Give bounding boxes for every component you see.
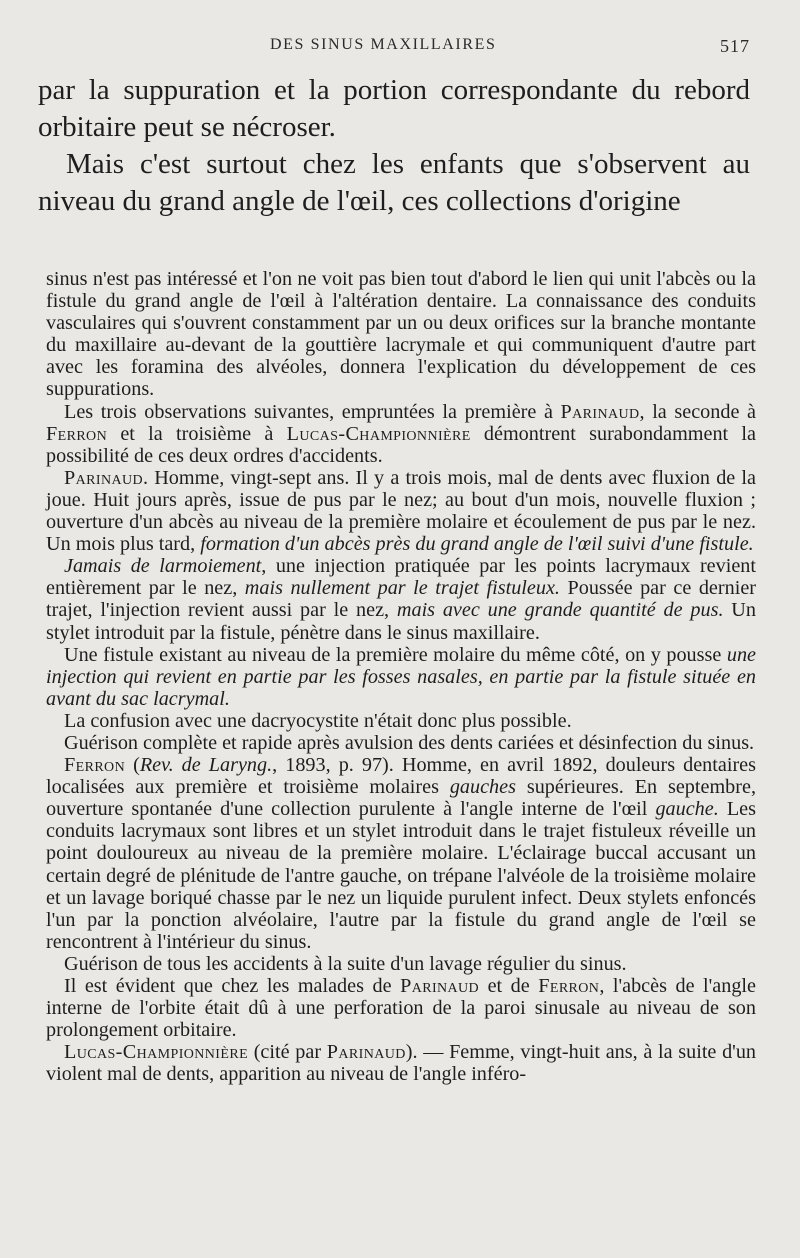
paragraph-1: sinus n'est pas intéressé et l'on ne voit pas bien tout d'abord le lien qui unit l'abcès ou la fistule du grand angle de l'œil à l'altération dentaire. La connaissance des conduits vasculaires qui s'ouvrent constamment par un ou deux orifices sur la branche montante du maxillaire au-devant de la gouttière lacrymale et qui communiquent d'autre part avec les foramina des alvéoles, donnera l'explication du développement de ces suppurations. (46, 268, 756, 401)
intro-paragraph-1: par la suppuration et la portion correspondante du rebord orbitaire peut se nécroser. (38, 74, 750, 143)
text-run: , une injection pratiquée par les points lacrymaux revient entièrement par le nez, (46, 555, 756, 600)
intro-paragraph-2: Mais c'est surtout chez les enfants que s'observent au niveau du grand angle de l'œil, ces collections d'origine (38, 148, 750, 217)
text-run: (cité par (248, 1041, 327, 1064)
italic-run: mais avec une grande quantité de pus. (396, 599, 724, 622)
text-run: , l'abcès de l'angle interne de l'orbite était dû à une perforation de la paroi sinusale au niveau de son prolongement orbitaire. (46, 975, 757, 1042)
italic-run: gauches (449, 776, 516, 799)
paragraph-5 (46, 644, 756, 710)
text-run: Poussée par ce dernier trajet, l'injection revient aussi par le nez, (46, 577, 757, 622)
author-name: Lucas-Championnière (64, 1041, 249, 1064)
author-name: Ferron (46, 422, 108, 445)
page-number: 517 (720, 36, 750, 56)
large-print-intro (38, 72, 750, 220)
text-run: et la troisième à (107, 422, 287, 445)
text-run: ). — Femme, vingt-huit ans, à la suite d'un violent mal de dents, apparition au niveau de l'angle inféro- (46, 1041, 757, 1086)
text-run: Les conduits lacrymaux sont libres et un stylet introduit dans le trajet fistuleux réveille un point douloureux au niveau de la première molaire. L'éclairage buccal accusant un certain degré de plénitude de l'antre gauche, on trépane l'alvéole de la troisième molaire et un lavage boriqué chasse par le nez un liquide purulent infect. Deux stylets enfoncés l'un par la ponction alvéolaire, l'autre par la fistule du grand angle de l'œil se rencontrent à l'intérieur du sinus. (46, 798, 756, 953)
text-run: Les trois observations suivantes, empruntées la première à (64, 400, 561, 423)
text-run: ( (125, 754, 140, 777)
journal-citation: Rev. de Laryng. (139, 754, 273, 777)
italic-run: formation d'un abcès près du grand angle de l'œil suivi d'une fistule. (200, 533, 754, 556)
paragraph-observation-lucas (46, 1041, 756, 1085)
italic-run: mais nullement par le trajet fistuleux. (244, 577, 560, 600)
author-name: Ferron (64, 754, 126, 777)
author-name: Ferron (538, 975, 600, 997)
text-run: , 1893, p. 97). Homme, en avril 1892, douleurs dentaires localisées aux première et troisième molaires (46, 754, 756, 799)
text-run: supérieures. En septembre, ouverture spontanée d'une collection purulente à l'angle interne de l'œil (46, 776, 756, 821)
text-run: démontrent surabondamment la possibilité de ces deux ordres d'accidents. (46, 422, 756, 467)
paragraph-observation-parinaud (46, 467, 756, 555)
paragraph-2 (46, 401, 756, 467)
paragraph-7: Guérison complète et rapide après avulsion des dents cariées et désinfection du sinus. (64, 731, 755, 754)
author-name: Parinaud (400, 975, 480, 997)
paragraph-10 (46, 975, 756, 1041)
author-name: Lucas-Championnière (286, 422, 471, 445)
text-run: Un stylet introduit par la fistule, pénètre dans le sinus maxillaire. (46, 599, 756, 644)
author-name: Parinaud (560, 400, 640, 423)
italic-run: gauche. (655, 798, 719, 821)
text-run: et de (479, 975, 539, 997)
text-run: Une fistule existant au niveau de la première molaire du même côté, on y pousse (64, 643, 727, 666)
page-header (0, 36, 800, 60)
author-name: Parinaud (326, 1041, 406, 1064)
main-text (46, 268, 756, 1085)
italic-run: une injection qui revient en partie par les fosses nasales, en partie par la fistule située en avant du sac lacrymal. (46, 643, 756, 710)
italic-run: Jamais de larmoiement (64, 555, 262, 578)
paragraph-9: Guérison de tous les accidents à la suite d'un lavage régulier du sinus. (64, 952, 627, 975)
paragraph-observation-ferron (46, 754, 756, 953)
author-name: Parinaud (64, 466, 143, 489)
text-run: . Homme, vingt-sept ans. Il y a trois mois, mal de dents avec fluxion de la joue. Huit jours après, issue de pus par le nez; au bout d'un mois, nouvelle fluxion ; ouverture d'un abcès au niveau de la première molaire et écoulement de pus par le nez. Un mois plus tard, (46, 466, 756, 556)
text-run: , la seconde à (639, 400, 756, 423)
running-title: DES SINUS MAXILLAIRES (270, 36, 497, 53)
paragraph-4 (46, 555, 756, 643)
text-run: Il est évident que chez les malades de (64, 975, 401, 997)
paragraph-6: La confusion avec une dacryocystite n'était donc plus possible. (64, 709, 572, 732)
